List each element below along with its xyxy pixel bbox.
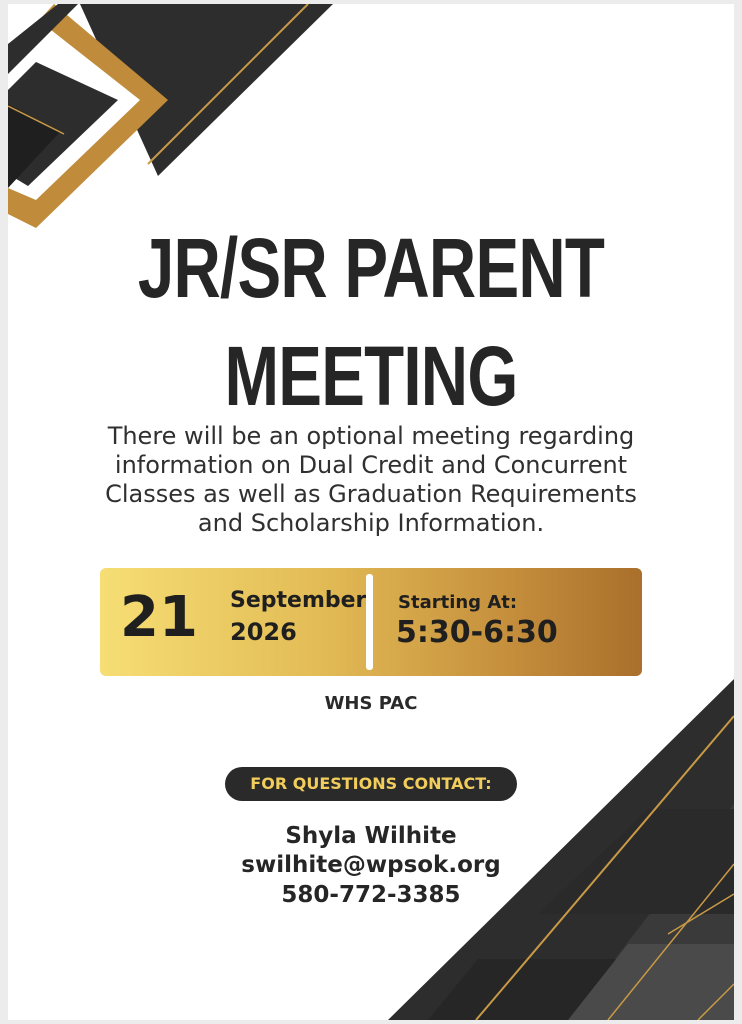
contact-email: swilhite@wpsok.org — [241, 852, 501, 878]
contact-name: Shyla Wilhite — [285, 823, 457, 849]
contact-phone: 580-772-3385 — [281, 882, 461, 908]
event-time: 5:30-6:30 — [396, 615, 558, 650]
event-day: 21 — [120, 585, 198, 650]
event-location: WHS PAC — [324, 693, 418, 714]
band-divider — [366, 574, 373, 670]
contact-heading-badge: FOR QUESTIONS CONTACT: — [225, 767, 517, 801]
flyer-page — [8, 4, 734, 1020]
title-line-1: JR/SR PARENT — [137, 221, 605, 315]
event-year: 2026 — [230, 618, 297, 646]
meeting-description: There will be an optional meeting regarding information on Dual Credit and Concurrent Classes as well as Graduation Requirements and Scholarship Information. — [105, 422, 637, 537]
start-label: Starting At: — [398, 592, 518, 613]
date-time-band — [100, 568, 642, 676]
event-month: September — [230, 588, 367, 613]
title-line-2: MEETING — [224, 329, 518, 423]
